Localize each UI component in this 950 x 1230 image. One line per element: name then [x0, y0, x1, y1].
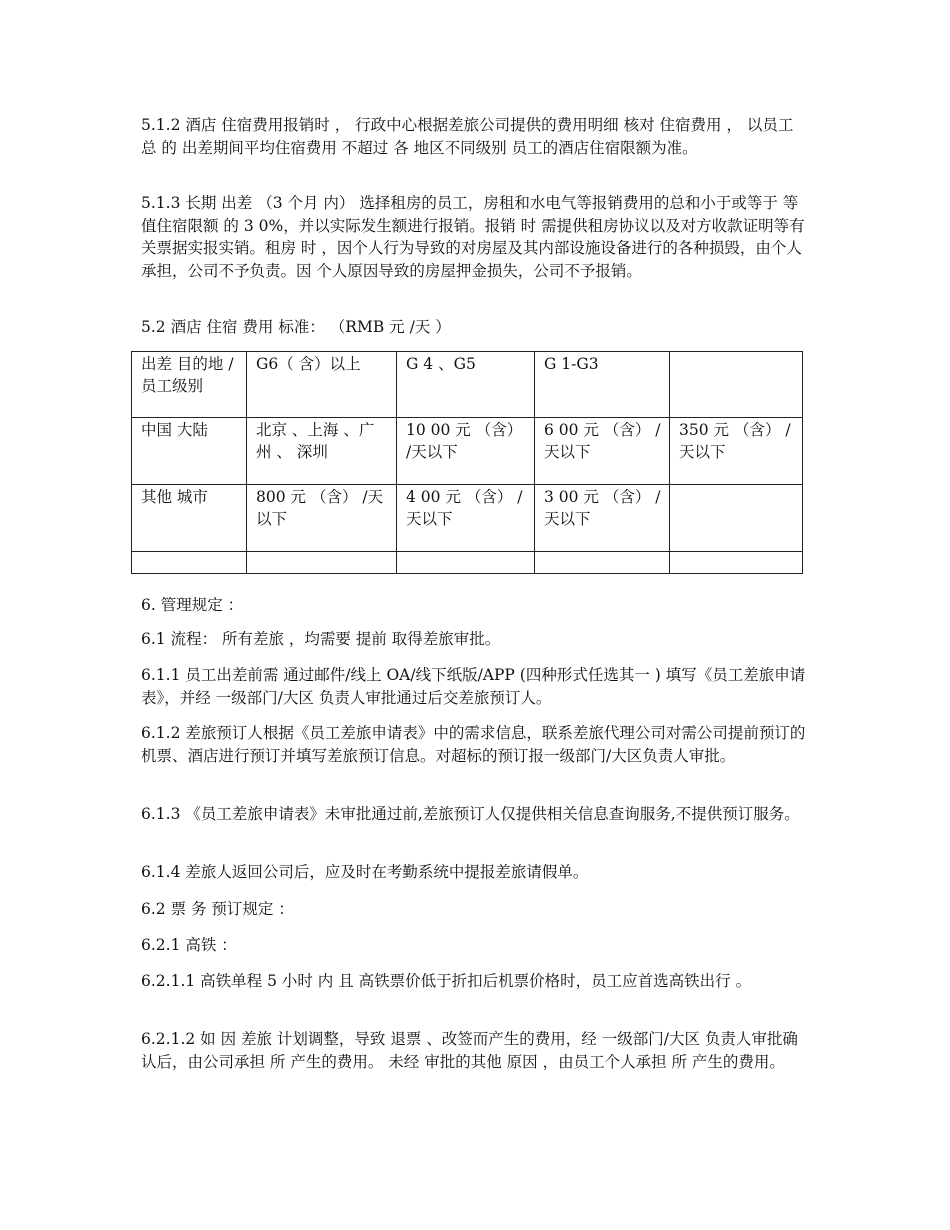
paragraph-6-1-1: 6.1.1 员工出差前需 通过邮件/线上 OA/线下纸版/APP (四种形式任选其一 ) 填写《员工差旅申请表》，并经 一级部门/大区 负责人审批通过后交差旅预订人。: [141, 666, 806, 707]
table-cell: [247, 552, 397, 574]
table-cell: 4 00 元 （含） /天以下: [397, 485, 535, 552]
paragraph-5-1-2: 5.1.2 酒店 住宿费用报销时 ， 行政中心根据差旅公司提供的费用明细 核对 住宿费用 ， 以员工 总 的 出差期间平均住宿费用 不超过 各 地区不同级别 员工的酒店住宿限额为准。: [141, 116, 794, 157]
paragraph-6-2-1-2: 6.2.1.2 如 因 差旅 计划调整，导致 退票 、改签而产生的费用，经 一级部门/大区 负责人审批确认后，由公司承担 所 产生的费用。 未经 审批的其他 原因 ，由员工个人承担 所 产生的费用。: [141, 1030, 798, 1071]
paragraph-6-1-2: 6.1.2 差旅预订人根据《员工差旅申请表》中的需求信息，联系差旅代理公司对需公司提前预订的机票、酒店进行预订并填写差旅预订信息。对超标的预订报一级部门/大区负责人审批。: [141, 724, 806, 765]
table-cell: G 4 、G5: [397, 352, 535, 418]
paragraph-6-2: 6.2 票 务 预订规定 ：: [141, 900, 294, 918]
paragraph-6-1-4: 6.1.4 差旅人返回公司后，应及时在考勤系统中提报差旅请假单。: [141, 863, 589, 881]
table-cell: 北京 、上海 、广州 、 深圳: [247, 418, 397, 485]
table-cell: 6 00 元 （含） /天以下: [535, 418, 670, 485]
table-header-row: [132, 352, 803, 418]
table-cell: 800 元 （含） /天 以下: [247, 485, 397, 552]
table-cell: 中国 大陆: [132, 418, 247, 485]
table-cell: [397, 552, 535, 574]
table-cell: 3 00 元 （含） /天以下: [535, 485, 670, 552]
paragraph-6-2-1: 6.2.1 高铁 ：: [141, 936, 237, 954]
table-cell: [670, 352, 803, 418]
paragraph-6: 6. 管理规定 ：: [141, 596, 244, 614]
paragraph-5-2: 5.2 酒店 住宿 费用 标准： （RMB 元 /天 ）: [141, 318, 451, 336]
table-cell: [132, 552, 247, 574]
table-row: [132, 418, 803, 485]
paragraph-6-1: 6.1 流程： 所有差旅 ，均需要 提前 取得差旅审批。: [141, 630, 501, 648]
table-row: [132, 552, 803, 574]
table-cell: 350 元 （含） /天以下: [670, 418, 803, 485]
paragraph-6-2-1-1: 6.2.1.1 高铁单程 5 小时 内 且 高铁票价低于折扣后机票价格时，员工应首选高铁出行 。: [141, 972, 752, 990]
table-cell: 出差 目的地 /员工级别: [132, 352, 247, 418]
table-cell: [670, 485, 803, 552]
paragraph-6-1-3: 6.1.3 《员工差旅申请表》未审批通过前,差旅预订人仅提供相关信息查询服务,不提供预订服务。: [141, 805, 800, 823]
table-cell: 10 00 元 （含） /天以下: [397, 418, 535, 485]
table-row: [132, 485, 803, 552]
hotel-rate-table: [131, 351, 803, 574]
table-cell: [535, 552, 670, 574]
table-cell: [670, 552, 803, 574]
table-cell: 其他 城市: [132, 485, 247, 552]
paragraph-5-1-3: 5.1.3 长期 出差 （3 个月 内） 选择租房的员工，房租和水电气等报销费用的总和小于或等于 等值住宿限额 的 3 0%，并以实际发生额进行报销。报销 时 需提供租房协议以及对方收款证明等有关票据实报实销。租房 时 ，因个人行为导致的对房屋及其内部设施设备进行的各种损毁，由个人承担，公司不予负责。因 个人原因导致的房屋押金损失，公司不予报销。: [141, 194, 805, 280]
table-cell: G6（ 含）以上: [247, 352, 397, 418]
table-cell: G 1-G3: [535, 352, 670, 418]
